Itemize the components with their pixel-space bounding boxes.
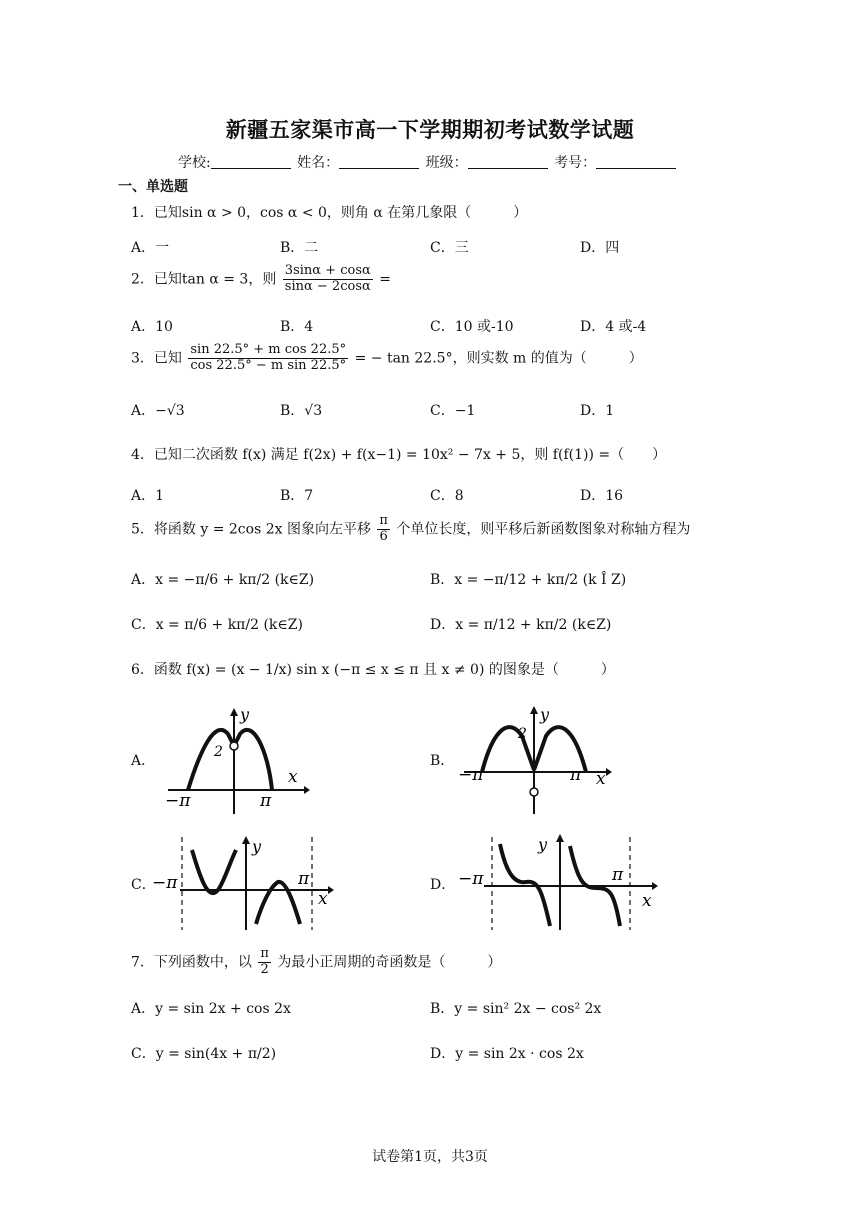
- q1-option-b[interactable]: B．二: [280, 240, 319, 256]
- graph-d-y-label: y: [538, 835, 548, 854]
- q3-option-b[interactable]: B．√3: [280, 403, 323, 419]
- q3-numerator: sin 22.5° + m cos 22.5°: [190, 342, 347, 357]
- graph-b-y-label: y: [540, 706, 550, 724]
- question-1: 1．已知sin α > 0，cos α < 0，则角 α 在第几象限（ ）: [131, 205, 528, 221]
- name-field[interactable]: [339, 155, 419, 169]
- graph-c-pi: π: [298, 869, 310, 889]
- q3-suffix: = − tan 22.5°，则实数 m 的值为（ ）: [354, 350, 643, 367]
- graph-a-x-label: x: [288, 767, 298, 787]
- q4-option-d[interactable]: D．16: [580, 488, 624, 504]
- graph-d-x-label: x: [642, 891, 652, 911]
- page-title: 新疆五家渠市高一下学期期初考试数学试题: [225, 118, 635, 142]
- q5-option-b[interactable]: B．x = −π/12 + kπ/2 (k Î Z): [430, 572, 627, 588]
- q6-option-a[interactable]: A．: [131, 753, 156, 769]
- q3-option-d[interactable]: D．1: [580, 403, 615, 419]
- graph-c[interactable]: [152, 832, 337, 932]
- graph-d[interactable]: [454, 832, 664, 934]
- question-2: [131, 264, 391, 295]
- q7-option-c[interactable]: C．y = sin(4x + π/2): [131, 1046, 277, 1062]
- q1-option-d[interactable]: D．四: [580, 240, 620, 256]
- graph-a-2-label: 2: [214, 744, 223, 760]
- q6-option-b[interactable]: B．: [430, 753, 455, 769]
- q5-prefix: 5．将函数 y = 2cos 2x 图象向左平移: [131, 521, 371, 538]
- q7-denominator: 2: [260, 961, 269, 977]
- q2-option-c[interactable]: C．10 或-10: [430, 319, 514, 335]
- graph-b-2-label: 2: [518, 726, 527, 742]
- q2-numerator: 3sinα + cosα: [284, 263, 371, 278]
- q2-prefix: 2．已知tan α = 3，则: [131, 271, 277, 288]
- page-footer: 试卷第1页，共3页: [372, 1149, 488, 1165]
- question-7: [131, 947, 501, 978]
- class-label: 班级：: [425, 155, 468, 171]
- q2-option-b[interactable]: B．4: [280, 319, 314, 335]
- graph-c-neg-pi: −π: [152, 873, 178, 893]
- q1-option-c[interactable]: C．三: [430, 240, 469, 256]
- graph-b-neg-pi: −π: [458, 765, 484, 785]
- q3-option-a[interactable]: A．−√3: [131, 403, 185, 419]
- name-label: 姓名：: [297, 155, 340, 171]
- q5-option-c[interactable]: C．x = π/6 + kπ/2 (k∈Z): [131, 617, 303, 633]
- q1-option-a[interactable]: A．一: [131, 240, 170, 256]
- q7-option-b[interactable]: B．y = sin² 2x − cos² 2x: [430, 1001, 602, 1017]
- q5-denominator: 6: [379, 528, 388, 544]
- question-6: 6．函数 f(x) = (x − 1/x) sin x (−π ≤ x ≤ π 且 x ≠ 0) 的图象是（ ）: [131, 662, 615, 678]
- question-3: [131, 343, 643, 374]
- question-4: 4．已知二次函数 f(x) 满足 f(2x) + f(x−1) = 10x² − 7x + 5，则 f(f(1)) =（ ）: [131, 447, 667, 463]
- exam-no-label: 考号：: [554, 155, 597, 171]
- graph-d-pi: π: [612, 865, 624, 885]
- question-5: [131, 514, 690, 545]
- graph-b-x-label: x: [596, 769, 606, 789]
- q2-suffix: =: [379, 271, 391, 288]
- graph-a-neg-pi: −π: [165, 791, 191, 811]
- q3-fraction: [188, 343, 348, 374]
- graph-a-y-label: y: [240, 706, 250, 724]
- q4-option-a[interactable]: A．1: [131, 488, 165, 504]
- exam-no-field[interactable]: [596, 155, 676, 169]
- school-field[interactable]: [211, 155, 291, 169]
- graph-d-neg-pi: −π: [458, 869, 484, 889]
- graph-b[interactable]: [456, 706, 616, 818]
- q3-denominator: cos 22.5° − m sin 22.5°: [190, 357, 347, 373]
- class-field[interactable]: [468, 155, 548, 169]
- q5-numerator: π: [379, 513, 388, 528]
- q5-option-d[interactable]: D．x = π/12 + kπ/2 (k∈Z): [430, 617, 612, 633]
- q7-suffix: 为最小正周期的奇函数是（ ）: [277, 954, 502, 971]
- q7-numerator: π: [260, 946, 269, 961]
- q2-denominator: sinα − 2cosα: [284, 278, 371, 294]
- q2-fraction: [283, 264, 373, 295]
- q5-fraction: [377, 514, 390, 545]
- q7-option-d[interactable]: D．y = sin 2x · cos 2x: [430, 1046, 584, 1062]
- graph-a-pi: π: [260, 791, 272, 811]
- q7-fraction: [258, 947, 271, 978]
- q4-option-c[interactable]: C．8: [430, 488, 464, 504]
- q2-option-d[interactable]: D．4 或-4: [580, 319, 647, 335]
- q7-prefix: 7．下列函数中，以: [131, 954, 252, 971]
- graph-b-pi: π: [570, 765, 582, 785]
- section-heading: 一、单选题: [118, 179, 188, 195]
- q6-option-c[interactable]: C．: [131, 877, 156, 893]
- q2-option-a[interactable]: A．10: [131, 319, 173, 335]
- student-info: [178, 152, 678, 172]
- q3-option-c[interactable]: C．−1: [430, 403, 476, 419]
- q6-option-d[interactable]: D．: [430, 877, 456, 893]
- q5-option-a[interactable]: A．x = −π/6 + kπ/2 (k∈Z): [131, 572, 315, 588]
- graph-c-y-label: y: [252, 837, 262, 856]
- q4-option-b[interactable]: B．7: [280, 488, 314, 504]
- q5-suffix: 个单位长度，则平移后新函数图象对称轴方程为: [396, 521, 691, 538]
- q7-option-a[interactable]: A．y = sin 2x + cos 2x: [131, 1001, 291, 1017]
- q3-prefix: 3．已知: [131, 350, 182, 367]
- school-label: 学校:: [178, 155, 211, 171]
- graph-a[interactable]: [160, 706, 310, 818]
- graph-c-x-label: x: [318, 889, 328, 909]
